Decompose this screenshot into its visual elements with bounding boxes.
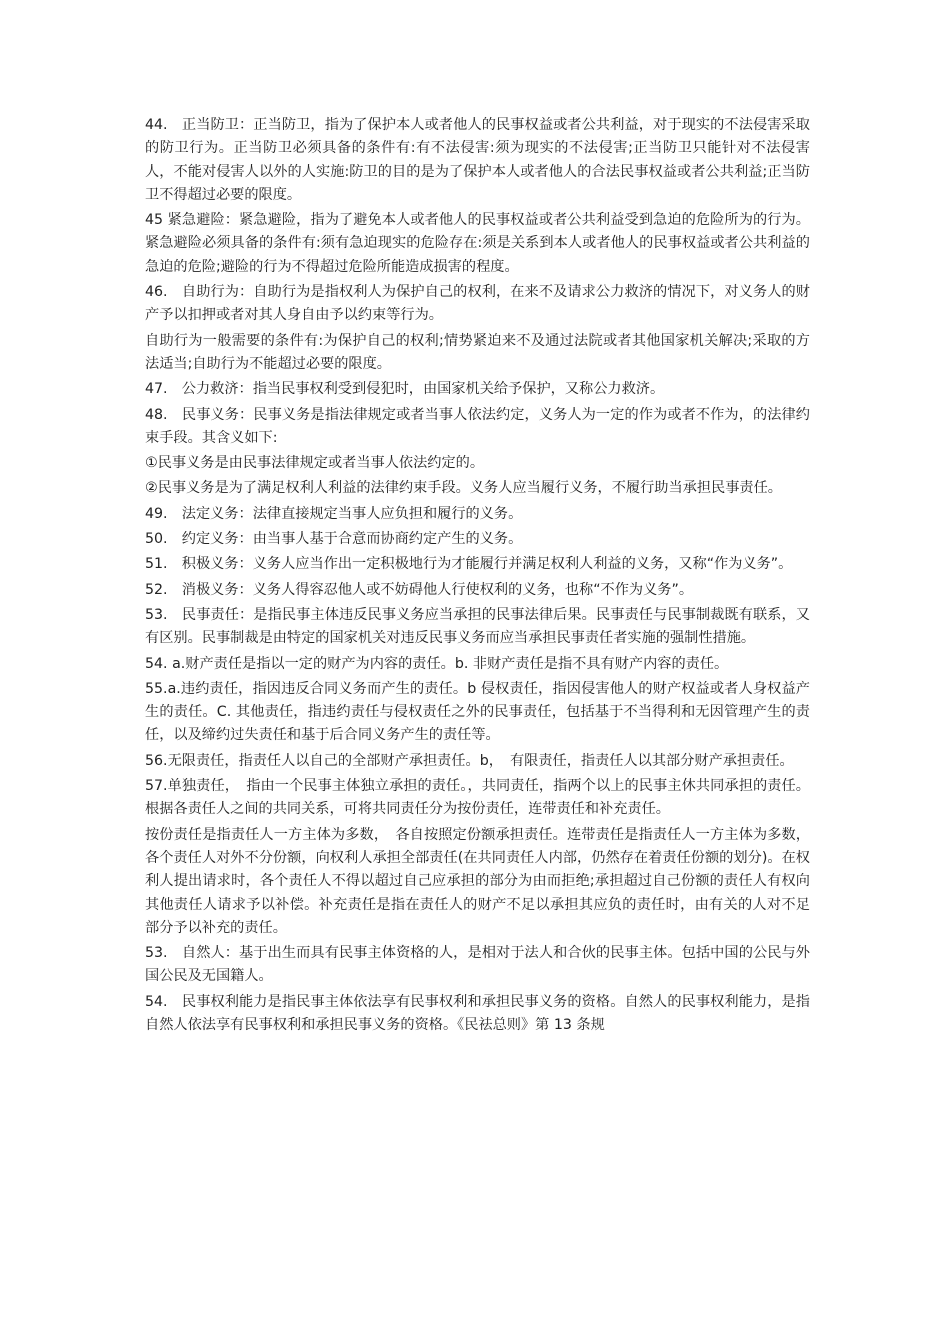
paragraph-48-item-1: ①民事义务是由民事法律规定或者当事人依法约定的。 (145, 455, 485, 472)
paragraph-51: 51. 积极义务：义务人应当作出一定积极地行为才能履行并满足权利人利益的义务，又称“作为义务”。 (145, 556, 793, 573)
paragraph-54-b: 54. 民事权利能力是指民事主体依法享有民事权利和承担民事义务的资格。自然人的民事权利能力，是指自然人依法享有民事权利和承担民事义务的资格。《民祛总则》第 13 条规 (145, 993, 810, 1033)
paragraph-53: 53. 民事责任：是指民事主体违反民事义务应当承担的民事法律后果。民事责任与民事制裁既有联系，又有区别。民事制裁是由特定的国家机关对违反民事义务而应当承担民事责任者实施的强制性措施。 (145, 606, 810, 647)
paragraph-55-a: 55.a.违约责任，指因违反合同义务而产生的责任。b 侵权责任，指因侵害他人的财产权益或者人身权益产生的责任。C. 其他责任，指违约责任与侵权责任之外的民事责任，包括基于不当得利和无因管理产生的责任，以及缔约过失责任和基于后合同义务产生的责任等。 (145, 680, 810, 744)
paragraph-48: 48. 民事义务：民事义务是指法律规定或者当事人依法约定，义务人为一定的作为或者不作为，的法律约束手段。其含义如下: (145, 406, 810, 446)
document-body (145, 114, 810, 1039)
paragraph-48-item-2: ②民事义务是为了满足权利人利益的法律约束手段。义务人应当履行义务，不履行助当承担民事责任。 (145, 480, 782, 497)
paragraph-56: 56.无限责任，指责任人以自己的全部财产承担责任。b， 有限责任，指责任人以其部分财产承担责任。 (145, 752, 794, 769)
paragraph-53-b: 53. 自然人：基于出生而具有民事主体资格的人，是相对于法人和合伙的民事主体。包括中国的公民与外国公民及无国籍人。 (145, 945, 810, 985)
paragraph-54-a: 54. a.财产责任是指以一定的财产为内容的责任。b. 非财产责任是指不具有财产内容的责任。 (145, 655, 729, 672)
paragraph-47: 47. 公力救济：指当民事权利受到侵犯时，由国家机关给予保护，又称公力救济。 (145, 381, 665, 398)
paragraph-52: 52. 消极义务：义务人得容忍他人或不妨碍他人行使权利的义务，也称“不作为义务”。 (145, 581, 694, 598)
paragraph-49: 49. 法定义务：法律直接规定当事人应负担和履行的义务。 (145, 505, 523, 522)
paragraph-50: 50. 约定义务：由当事人基于合意而协商约定产生的义务。 (145, 531, 523, 548)
paragraph-45: 45 紧急避险：紧急避险，指为了避免本人或者他人的民事权益或者公共利益受到急迫的危险所为的行为。紧急避险必须具备的条件有:须有急迫现实的危险存在:须是关系到本人或者他人的民事权益或者公共利益的急迫的危险;避险的行为不得超过危险所能造成损害的程度。 (145, 212, 810, 275)
paragraph-46: 46. 自助行为：自助行为是指权利人为保护自己的权利，在来不及请求公力救济的情况下，对义务人的财产予以扣押或者对其人身自由予以约束等行为。 (145, 284, 810, 324)
paragraph-57-details: 按份责任是指责任人一方主体为多数， 各自按照定份额承担责任。连带责任是指责任人一方主体为多数，各个责任人对外不分份额，向权利人承担全部责任(在共同责任人内部，仍然存在着责任份额的划分)。在权利人提出请求时，各个责任人不得以超过自己应承担的部分为由而拒绝;承担超过自己份额的责任人有权向其他责任人请求予以补偿。补充责任是指在责任人的财产不足以承担其应负的责任时，由有关的人对不足部分予以补充的责任。 (145, 826, 810, 936)
paragraph-44: 44. 正当防卫：正当防卫，指为了保护本人或者他人的民事权益或者公共利益，对于现实的不法侵害采取的防卫行为。正当防卫必须具备的条件有:有不法侵害:须为现实的不法侵害;正当防卫只能针对不法侵害人，不能对侵害人以外的人实施:防卫的目的是为了保护本人或者他人的合法民事权益或者公共利益;正当防卫不得超过必要的限度。 (145, 117, 810, 203)
paragraph-46-conditions: 自助行为一般需要的条件有:为保护自己的权利;情势紧迫来不及通过法院或者其他国家机关解决;采取的方法适当;自助行为不能超过必要的限度。 (145, 332, 810, 372)
paragraph-57: 57.单独责任， 指由一个民事主体独立承担的责任。，共同责任，指两个以上的民事主休共同承担的责任。根据各责任人之间的共同关系，可将共同责任分为按份责任，连带责任和补充责任。 (145, 778, 810, 818)
